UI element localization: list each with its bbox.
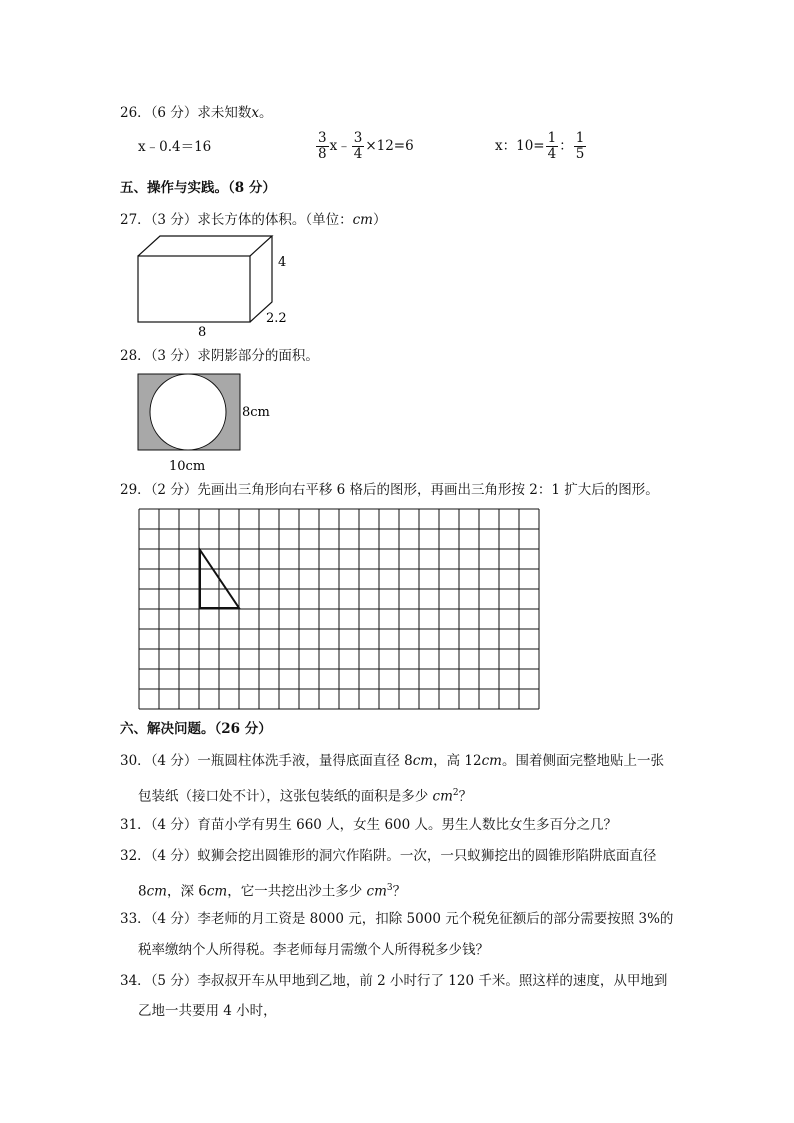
fraction: $\frac{3}{4}$ — [353, 130, 363, 162]
fraction: $\frac{1}{4}$ — [547, 130, 557, 162]
cuboid-front-face — [138, 256, 250, 322]
q33-line-2: 税率缴纳个人所得税。李老师每月需缴个人所得税多少钱？ — [138, 942, 489, 958]
inner-circle — [150, 374, 226, 450]
q26-equation-2: $\frac{3}{8}$ x﹣ $\frac{3}{4}$ ×12=6 — [318, 130, 414, 162]
cuboid-length-label: 8 — [198, 325, 207, 340]
q30-line-2: 包装纸（接口处不计），这张包装纸的面积是多少 $cm^2$？ — [138, 788, 473, 805]
q26-heading: 26．（6 分）求未知数x。 — [120, 105, 273, 121]
q32-line-2: 8cm，深 6cm，它一共挖出沙土多少 $cm^3$？ — [138, 883, 407, 900]
fraction: $\frac{3}{8}$ — [318, 130, 327, 162]
q34-line-2: 乙地一共要用 4 小时， — [138, 1003, 277, 1019]
q29-heading: 29．（2 分）先画出三角形向右平移 6 格后的图形，再画出三角形按 2：1 扩大后的图形。 — [120, 482, 659, 498]
shaded-area-figure — [136, 372, 276, 474]
cuboid-figure — [130, 232, 300, 340]
q28-heading: 28．（3 分）求阴影部分的面积。 — [120, 348, 319, 364]
q26-equation-3: x：10= $\frac{1}{4}$ ： $\frac{1}{5}$ — [495, 130, 585, 162]
q31-line: 31．（4 分）育苗小学有男生 660 人，女生 600 人。男生人数比女生多百分之几？ — [120, 817, 618, 833]
section-5-title: 五、操作与实践。（8 分） — [120, 180, 276, 196]
q33-line-1: 33．（4 分）李老师的月工资是 8000 元，扣除 5000 元个税免征额后的部分需要按照 3%的 — [120, 911, 674, 927]
cuboid-width-label: 2.2 — [266, 311, 287, 326]
cuboid-top-face — [138, 236, 272, 256]
cuboid-height-label: 4 — [278, 255, 287, 270]
grid-figure — [138, 508, 542, 710]
rect-width-label: 10cm — [169, 459, 206, 474]
q34-line-1: 34．（5 分）李叔叔开车从甲地到乙地，前 2 小时行了 120 千米。照这样的速度，从甲地到 — [120, 973, 668, 989]
fraction: $\frac{1}{5}$ — [575, 130, 585, 162]
q27-heading: 27．（3 分）求长方体的体积。（单位：cm） — [120, 212, 387, 228]
q30-line-1: 30．（4 分）一瓶圆柱体洗手液，量得底面直径 8cm，高 12cm。围着侧面完整地贴上一张 — [120, 753, 664, 769]
rect-height-label: 8cm — [242, 405, 270, 420]
cuboid-side-face — [250, 236, 272, 322]
section-6-title: 六、解决问题。（26 分） — [120, 721, 272, 737]
q26-equation-1: x﹣0.4＝16 — [138, 139, 212, 155]
q32-line-1: 32．（4 分）蚁狮会挖出圆锥形的洞穴作陷阱。一次，一只蚁狮挖出的圆锥形陷阱底面直径 — [120, 848, 657, 864]
